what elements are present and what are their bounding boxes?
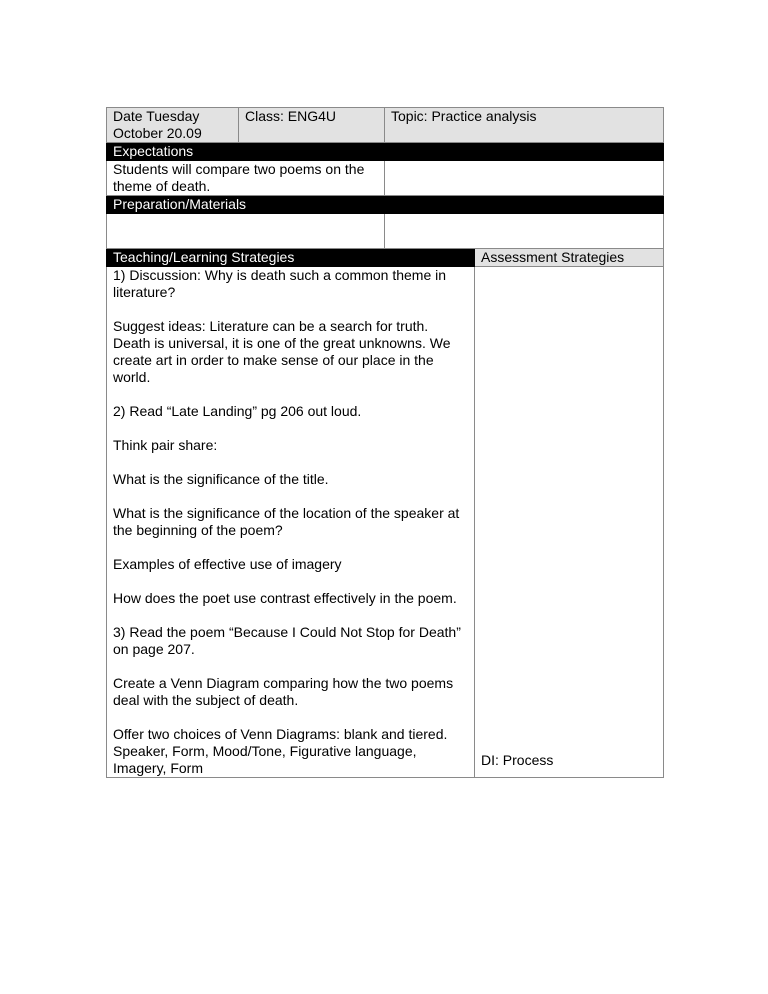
assessment-strategies-label: Assessment Strategies [475,249,664,267]
preparation-label: Preparation/Materials [107,196,664,214]
expectations-row [107,161,664,196]
preparation-band [107,196,664,214]
strategy-paragraph: 1) Discussion: Why is death such a common theme in literature? [113,267,447,300]
strategy-paragraph: Offer two choices of Venn Diagrams: blank and tiered. Speaker, Form, Mood/Tone, Figurative language, Imagery, Form [113,726,448,776]
date-cell: Date Tuesday October 20.09 [107,108,239,143]
strategy-paragraph: What is the significance of the title. [113,471,329,487]
expectations-blank-cell [385,161,664,196]
strategy-paragraph: Examples of effective use of imagery [113,556,342,572]
lesson-plan-table [106,107,664,778]
preparation-left-cell [107,214,385,249]
strategy-paragraph: Create a Venn Diagram comparing how the two poems deal with the subject of death. [113,675,454,708]
strategies-content-row [107,267,664,778]
strategy-paragraph: 3) Read the poem “Because I Could Not Stop for Death” on page 207. [113,624,461,657]
header-row [107,108,664,143]
strategy-paragraph: Think pair share: [113,437,218,453]
preparation-right-cell [385,214,664,249]
topic-cell: Topic: Practice analysis [385,108,664,143]
teaching-strategies-content [107,267,475,778]
strategies-band [107,249,664,267]
expectations-text: Students will compare two poems on the theme of death. [107,161,385,196]
strategy-paragraph: Suggest ideas: Literature can be a search for truth. Death is universal, it is one of the great unknowns. We create art in order to make sense of our place in the world. [113,318,451,385]
expectations-label: Expectations [107,143,664,161]
preparation-row [107,214,664,249]
assessment-note: DI: Process [481,752,554,768]
teaching-strategies-label: Teaching/Learning Strategies [107,249,475,267]
assessment-strategies-content [475,267,664,778]
strategy-paragraph: How does the poet use contrast effectively in the poem. [113,590,457,606]
expectations-band [107,143,664,161]
class-cell: Class: ENG4U [239,108,385,143]
strategy-paragraph: 2) Read “Late Landing” pg 206 out loud. [113,403,362,419]
strategy-paragraph: What is the significance of the location of the speaker at the beginning of the poem? [113,505,460,538]
